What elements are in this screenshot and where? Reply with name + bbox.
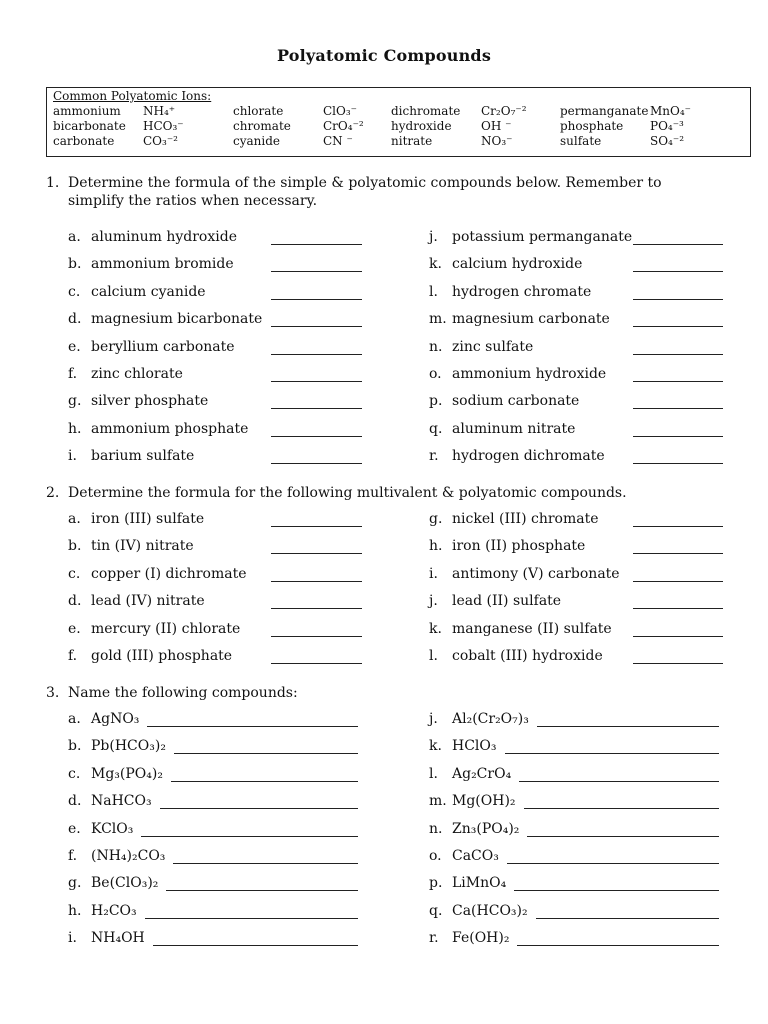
question-item — [68, 284, 362, 304]
page-title: Polyatomic Compounds — [276, 46, 492, 65]
item-label: LiMnO₄ — [452, 875, 507, 892]
item-letter: g. — [68, 875, 82, 892]
answer-blank[interactable] — [633, 463, 723, 464]
item-label: Zn₃(PO₄)₂ — [452, 820, 520, 837]
answer-blank[interactable] — [160, 808, 358, 809]
item-letter: j. — [429, 711, 438, 727]
ion-formula: OH ⁻ — [481, 119, 512, 133]
item-letter: p. — [429, 393, 443, 410]
question-item — [429, 366, 723, 386]
answer-blank[interactable] — [166, 890, 358, 891]
answer-blank[interactable] — [633, 526, 723, 527]
answer-blank[interactable] — [271, 381, 362, 382]
item-letter: h. — [429, 538, 443, 555]
item-letter: b. — [68, 256, 82, 273]
question-item — [68, 848, 362, 868]
item-letter: a. — [68, 711, 81, 727]
item-letter: o. — [429, 848, 442, 864]
item-label: iron (III) sulfate — [91, 511, 205, 527]
item-letter: r. — [429, 930, 439, 947]
question-item — [68, 930, 362, 950]
answer-blank[interactable] — [271, 608, 362, 609]
ion-formula: NH₄⁺ — [143, 104, 176, 118]
answer-blank[interactable] — [271, 526, 362, 527]
item-letter: p. — [429, 875, 443, 892]
item-letter: n. — [429, 820, 443, 837]
answer-blank[interactable] — [633, 608, 723, 609]
answer-blank[interactable] — [633, 299, 723, 300]
question-item — [429, 339, 723, 359]
item-letter: k. — [429, 256, 442, 273]
item-letter: f. — [68, 648, 78, 664]
answer-blank[interactable] — [633, 354, 723, 355]
question-number: 3. — [46, 685, 60, 701]
answer-blank[interactable] — [271, 663, 362, 664]
answer-blank[interactable] — [519, 781, 719, 782]
item-letter: i. — [68, 930, 77, 947]
answer-blank[interactable] — [633, 408, 723, 409]
answer-blank[interactable] — [633, 553, 723, 554]
item-letter: e. — [68, 620, 81, 637]
item-label: zinc sulfate — [452, 338, 534, 355]
answer-blank[interactable] — [145, 918, 358, 919]
question-item — [429, 793, 723, 813]
item-letter: e. — [68, 820, 81, 837]
answer-blank[interactable] — [517, 945, 719, 946]
item-letter: q. — [429, 420, 443, 437]
item-label: aluminum hydroxide — [91, 229, 237, 245]
answer-blank[interactable] — [173, 863, 358, 864]
answer-blank[interactable] — [271, 463, 362, 464]
answer-blank[interactable] — [171, 781, 358, 782]
answer-blank[interactable] — [271, 271, 362, 272]
question-item — [429, 448, 723, 468]
item-label: zinc chlorate — [91, 366, 183, 382]
item-label: antimony (V) carbonate — [452, 565, 620, 582]
item-label: potassium permanganate — [452, 229, 633, 245]
item-letter: o. — [429, 366, 442, 382]
item-label: manganese (II) sulfate — [452, 620, 612, 637]
answer-blank[interactable] — [271, 299, 362, 300]
item-label: lead (IV) nitrate — [91, 593, 205, 610]
ion-name: sulfate — [560, 134, 602, 148]
item-label: iron (II) phosphate — [452, 538, 586, 555]
item-label: nickel (III) chromate — [452, 511, 599, 527]
answer-blank[interactable] — [271, 354, 362, 355]
ion-formula: CrO₄⁻² — [323, 119, 364, 133]
item-label: mercury (II) chlorate — [91, 620, 241, 637]
question-item — [68, 311, 362, 331]
item-label: CaCO₃ — [452, 848, 499, 864]
question-item — [68, 648, 362, 668]
item-letter: l. — [429, 283, 438, 300]
ion-name: chromate — [233, 119, 291, 133]
item-label: HClO₃ — [452, 738, 497, 755]
item-label: aluminum nitrate — [452, 420, 576, 437]
item-label: NaHCO₃ — [91, 793, 152, 810]
question-item — [68, 421, 362, 441]
item-letter: d. — [68, 311, 82, 328]
question-item — [429, 821, 723, 841]
question-item — [429, 848, 723, 868]
question-item — [68, 875, 362, 895]
item-letter: q. — [429, 902, 443, 919]
question-number: 2. — [46, 485, 60, 501]
item-letter: d. — [68, 593, 82, 610]
answer-blank[interactable] — [271, 636, 362, 637]
question-item — [429, 393, 723, 413]
answer-blank[interactable] — [271, 244, 362, 245]
question-item — [68, 566, 362, 586]
question-instructions: Determine the formula of the simple & polyatomic compounds below. Remember to simplify the ratios when necessary. — [68, 175, 662, 209]
answer-blank[interactable] — [524, 808, 719, 809]
item-letter: j. — [429, 593, 438, 610]
question-item — [429, 311, 723, 331]
item-letter: f. — [68, 848, 78, 864]
answer-blank[interactable] — [633, 663, 723, 664]
question-item — [68, 711, 362, 731]
item-letter: h. — [68, 420, 82, 437]
item-label: hydrogen dichromate — [452, 448, 605, 465]
answer-blank[interactable] — [514, 890, 719, 891]
answer-blank[interactable] — [271, 581, 362, 582]
item-label: magnesium carbonate — [452, 311, 610, 328]
item-letter: m. — [429, 311, 447, 328]
question-item — [68, 593, 362, 613]
item-label: Al₂(Cr₂O₇)₃ — [452, 711, 529, 727]
question-item — [68, 339, 362, 359]
item-label: tin (IV) nitrate — [91, 538, 194, 555]
question-item — [68, 621, 362, 641]
item-label: beryllium carbonate — [91, 338, 235, 355]
answer-blank[interactable] — [633, 636, 723, 637]
answer-blank[interactable] — [147, 726, 358, 727]
item-letter: c. — [68, 565, 81, 582]
item-letter: a. — [68, 511, 81, 527]
question-item — [68, 229, 362, 249]
item-label: magnesium bicarbonate — [91, 311, 263, 328]
question-item — [68, 366, 362, 386]
item-letter: l. — [429, 765, 438, 782]
ion-formula: CN ⁻ — [323, 134, 353, 148]
question-item — [68, 538, 362, 558]
question-item — [429, 284, 723, 304]
answer-blank[interactable] — [527, 836, 719, 837]
item-label: KClO₃ — [91, 820, 134, 837]
question-item — [429, 621, 723, 641]
ion-formula: Cr₂O₇⁻² — [481, 104, 527, 118]
question-item — [68, 256, 362, 276]
answer-blank[interactable] — [271, 408, 362, 409]
answer-blank[interactable] — [271, 436, 362, 437]
item-letter: h. — [68, 902, 82, 919]
question-item — [68, 738, 362, 758]
item-label: Pb(HCO₃)₂ — [91, 738, 166, 755]
answer-blank[interactable] — [141, 836, 358, 837]
question-instructions: Determine the formula for the following multivalent & polyatomic compounds. — [68, 485, 627, 501]
question-item — [429, 930, 723, 950]
item-letter: a. — [68, 229, 81, 245]
answer-blank[interactable] — [505, 753, 720, 754]
question-item — [429, 875, 723, 895]
ion-name: hydroxide — [391, 119, 452, 133]
item-letter: f. — [68, 366, 78, 382]
item-label: barium sulfate — [91, 448, 195, 465]
item-label: Be(ClO₃)₂ — [91, 875, 159, 892]
item-letter: c. — [68, 283, 81, 300]
item-label: lead (II) sulfate — [452, 593, 562, 610]
item-letter: j. — [429, 229, 438, 245]
item-label: H₂CO₃ — [91, 902, 137, 919]
question-item — [429, 593, 723, 613]
item-letter: i. — [68, 448, 77, 465]
item-label: ammonium phosphate — [91, 420, 249, 437]
answer-blank[interactable] — [271, 326, 362, 327]
question-item — [429, 766, 723, 786]
item-label: silver phosphate — [91, 393, 209, 410]
answer-blank[interactable] — [536, 918, 719, 919]
item-letter: r. — [429, 448, 439, 465]
item-letter: m. — [429, 793, 447, 810]
question-item — [68, 821, 362, 841]
item-label: calcium cyanide — [91, 283, 206, 300]
item-letter: i. — [429, 565, 438, 582]
question-item — [68, 903, 362, 923]
item-label: Mg₃(PO₄)₂ — [91, 765, 163, 782]
item-letter: l. — [429, 648, 438, 664]
item-letter: g. — [68, 393, 82, 410]
item-label: calcium hydroxide — [452, 256, 583, 273]
answer-blank[interactable] — [633, 271, 723, 272]
item-label: copper (I) dichromate — [91, 565, 247, 582]
question-item — [429, 648, 723, 668]
answer-blank[interactable] — [633, 244, 723, 245]
ion-name: ammonium — [53, 104, 121, 118]
question-item — [68, 793, 362, 813]
item-letter: k. — [429, 738, 442, 755]
question-item — [429, 711, 723, 731]
answer-blank[interactable] — [507, 863, 719, 864]
question-item — [68, 511, 362, 531]
ion-formula: ClO₃⁻ — [323, 104, 358, 118]
ion-formula: PO₄⁻³ — [650, 119, 684, 133]
item-letter: d. — [68, 793, 82, 810]
item-label: sodium carbonate — [452, 393, 580, 410]
item-letter: b. — [68, 738, 82, 755]
ion-name: chlorate — [233, 104, 284, 118]
question-item — [429, 421, 723, 441]
item-letter: k. — [429, 620, 442, 637]
answer-blank[interactable] — [633, 381, 723, 382]
item-letter: n. — [429, 338, 443, 355]
answer-blank[interactable] — [633, 436, 723, 437]
answer-blank[interactable] — [633, 326, 723, 327]
item-label: hydrogen chromate — [452, 283, 592, 300]
answer-blank[interactable] — [174, 753, 358, 754]
ion-name: nitrate — [391, 134, 433, 148]
answer-blank[interactable] — [633, 581, 723, 582]
ion-formula: CO₃⁻² — [143, 134, 178, 148]
question-item — [68, 448, 362, 468]
question-instructions: Name the following compounds: — [68, 685, 298, 701]
question-item — [429, 538, 723, 558]
ion-formula: HCO₃⁻ — [143, 119, 184, 133]
ion-formula: MnO₄⁻ — [650, 104, 691, 118]
item-label: Fe(OH)₂ — [452, 930, 510, 947]
question-item — [429, 566, 723, 586]
ion-name: cyanide — [233, 134, 281, 148]
polyatomic-ions-reference-box — [46, 87, 751, 157]
question-item — [429, 903, 723, 923]
question-item — [429, 256, 723, 276]
item-letter: g. — [429, 511, 443, 527]
item-label: AgNO₃ — [91, 711, 140, 727]
question-item — [68, 393, 362, 413]
item-label: gold (III) phosphate — [91, 648, 233, 664]
question-number: 1. — [46, 175, 60, 191]
item-letter: c. — [68, 765, 81, 782]
answer-blank[interactable] — [271, 553, 362, 554]
item-label: Ca(HCO₃)₂ — [452, 902, 528, 919]
answer-blank[interactable] — [537, 726, 719, 727]
question-item — [429, 511, 723, 531]
item-label: (NH₄)₂CO₃ — [91, 848, 166, 864]
ion-name: phosphate — [560, 119, 624, 133]
item-label: Ag₂CrO₄ — [452, 765, 512, 782]
question-item — [68, 766, 362, 786]
answer-blank[interactable] — [153, 945, 358, 946]
ions-header: Common Polyatomic Ions: — [53, 89, 212, 103]
ion-name: bicarbonate — [53, 119, 126, 133]
question-item — [429, 229, 723, 249]
ion-formula: SO₄⁻² — [650, 134, 685, 148]
item-label: ammonium hydroxide — [452, 366, 607, 382]
item-letter: e. — [68, 338, 81, 355]
ion-name: permanganate — [560, 104, 649, 118]
ion-name: dichromate — [391, 104, 461, 118]
item-label: cobalt (III) hydroxide — [452, 648, 603, 664]
ion-name: carbonate — [53, 134, 115, 148]
item-letter: b. — [68, 538, 82, 555]
item-label: Mg(OH)₂ — [452, 793, 516, 810]
item-label: NH₄OH — [91, 930, 145, 947]
ion-formula: NO₃⁻ — [481, 134, 513, 148]
question-item — [429, 738, 723, 758]
item-label: ammonium bromide — [91, 256, 234, 273]
